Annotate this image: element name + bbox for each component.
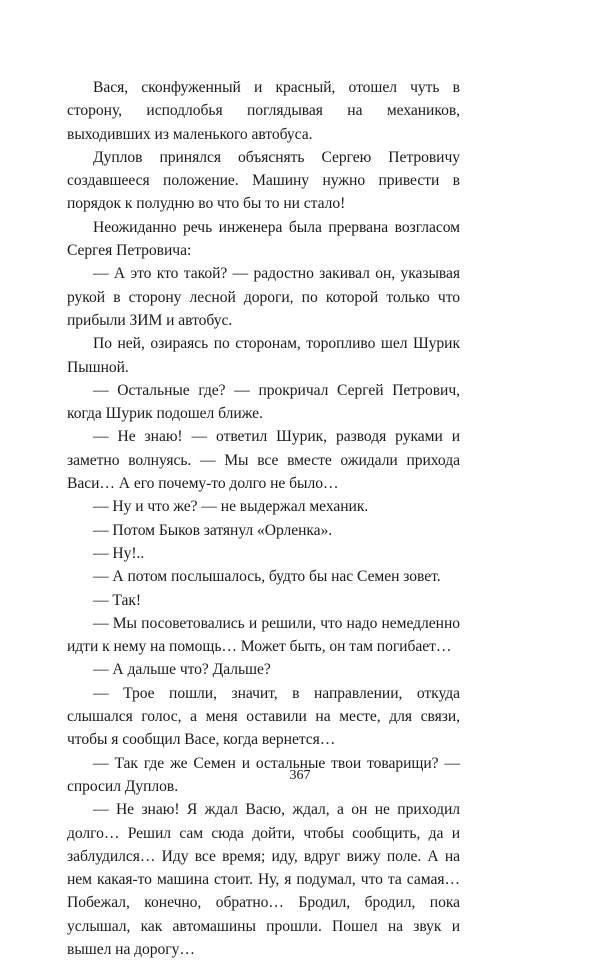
page-number: 367: [289, 768, 311, 783]
paragraph: — Ну!..: [93, 544, 145, 562]
paragraph: — Трое пошли, значит, в направлении, откуда слышался голос, а меня оставили на месте, для связи, чтобы я сообщил Васе, когда вернется…: [67, 684, 460, 749]
paragraph: — Не знаю! Я ждал Васю, ждал, а он не приходил долго… Решил сам сюда дойти, чтобы сообщить, да и заблудился… Иду все время; иду, вдруг вижу поле. А на нем какая-то машина стоит. Ну, я подумал, что та самая… Побежал, конечно, обратно… Бродил, бродил, пока услышал, как автомашины прошли. Пошел на звук и вышел на дорогу…: [67, 801, 460, 958]
paragraph: — А это кто такой? — радостно закивал он, указывая рукой в сторону лесной дороги, по которой только что прибыли ЗИМ и автобус.: [67, 265, 460, 329]
paragraph: По ней, озираясь по сторонам, торопливо шел Шурик Пышной.: [67, 335, 460, 376]
paragraph: — Так!: [93, 591, 142, 609]
paragraph: — А потом послышалось, будто бы нас Семен зовет.: [93, 568, 441, 586]
paragraph: — Мы посоветовались и решили, что надо немедленно идти к нему на помощь… Может быть, он там погибает…: [67, 614, 460, 656]
paragraph: — Не знаю! — ответил Шурик, разводя руками и заметно волнуясь. — Мы все вместе ожидали прихода Васи… А его почему-то долго не было…: [67, 428, 460, 493]
paragraph: — Ну и что же? — не выдержал механик.: [93, 498, 369, 516]
body-text: [67, 76, 460, 961]
paragraph: Дуплов принялся объяснять Сергею Петровичу создавшееся положение. Машину нужно привести в порядок к полудню во что бы то ни стало!: [67, 148, 460, 213]
paragraph: — А дальше что? Дальше?: [93, 661, 271, 679]
paragraph: — Потом Быков затянул «Орленка».: [93, 521, 333, 539]
paragraph: Неожиданно речь инженера была прервана возгласом Сергея Петровича:: [67, 218, 460, 260]
paragraph: — Так где же Семен и остальные твои товарищи? — спросил Дуплов.: [67, 754, 460, 795]
paragraph: — Остальные где? — прокричал Сергей Петрович, когда Шурик подошел ближе.: [67, 381, 460, 423]
paragraph: Вася, сконфуженный и красный, отошел чуть в сторону, исподлобья поглядывая на механиков, выходивших из маленького автобуса.: [67, 79, 460, 143]
